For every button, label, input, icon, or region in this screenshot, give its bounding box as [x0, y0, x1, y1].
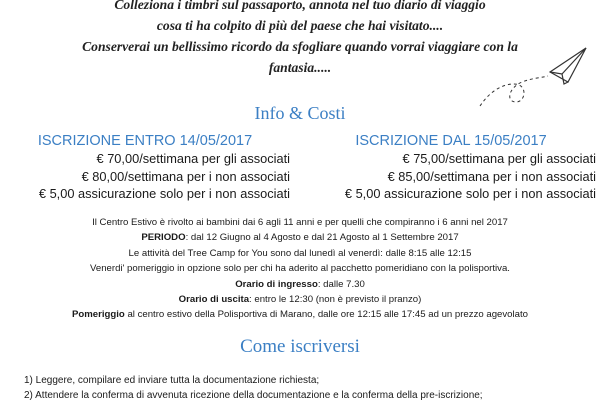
- entry-time-label: Orario di ingresso: [235, 278, 318, 290]
- intro-line: cosa ti ha colpito di più del paese che hai visitato....: [156, 18, 444, 33]
- entry-time: [0, 277, 600, 292]
- late-registration-heading: ISCRIZIONE DAL 15/05/2017: [355, 133, 547, 149]
- period-text: : dal 12 Giugno al 4 Agosto e dal 21 Agosto al 1 Settembre 2017: [185, 232, 459, 244]
- period-label: PERIODO: [141, 232, 186, 244]
- afternoon-info: [0, 307, 600, 322]
- intro-line: Conserverai un bellissimo ricordo da sfogliare quando vorrai viaggiare con la: [82, 39, 518, 54]
- price-row: € 5,00 assicurazione solo per i non associati: [38, 186, 290, 201]
- afternoon-text: al centro estivo della Polisportiva di Marano, dalle ore 12:15 alle 17:45 ad un prezzo agevolato: [124, 309, 528, 321]
- price-row: € 75,00/settimana per gli associati: [402, 151, 596, 166]
- price-row: € 70,00/settimana per gli associati: [96, 151, 290, 166]
- price-row: € 80,00/settimana per i non associati: [81, 168, 290, 184]
- intro-line: Colleziona i timbri sul passaporto, annota nel tuo diario di viaggio: [114, 0, 486, 12]
- period-info: [0, 230, 600, 245]
- exit-time: [0, 292, 600, 307]
- afternoon-label: Pomeriggio: [72, 309, 125, 321]
- intro-line: fantasia.....: [268, 60, 332, 75]
- activity-hours: Le attività del Tree Camp for You sono dal lunedì al venerdì: dalle 8:15 alle 12:15: [128, 247, 472, 259]
- how-to-register-title: Come iscriversi: [240, 336, 360, 357]
- entry-time-text: : dalle 7.30: [317, 278, 365, 290]
- friday-info: Venerdi' pomeriggio in opzione solo per chi ha aderito al pacchetto pomeridiano con la polisportiva.: [90, 263, 510, 275]
- early-registration-heading: ISCRIZIONE ENTRO 14/05/2017: [37, 133, 253, 149]
- exit-time-text: : entro le 12:30 (non è previsto il pranzo): [249, 294, 422, 306]
- price-row: € 85,00/settimana per i non associati: [387, 168, 596, 184]
- registration-steps: [24, 373, 594, 403]
- price-row: € 5,00 assicurazione solo per i non associati: [344, 186, 596, 201]
- age-info: Il Centro Estivo è rivolto ai bambini dai 6 agli 11 anni e per quelli che compiranno i 6 anni nel 2017: [92, 217, 508, 228]
- early-registration-column: [0, 133, 290, 203]
- step-item: 1) Leggere, compilare ed inviare tutta la documentazione richiesta;: [24, 375, 320, 386]
- exit-time-label: Orario di uscita: [178, 294, 250, 306]
- info-costs-title: Info & Costi: [254, 103, 346, 123]
- camp-details: [0, 215, 600, 323]
- late-registration-column: [306, 133, 596, 203]
- step-item: 2) Attendere la conferma di avvenuta ricezione della documentazione e la conferma della pre-iscrizione;: [24, 390, 483, 401]
